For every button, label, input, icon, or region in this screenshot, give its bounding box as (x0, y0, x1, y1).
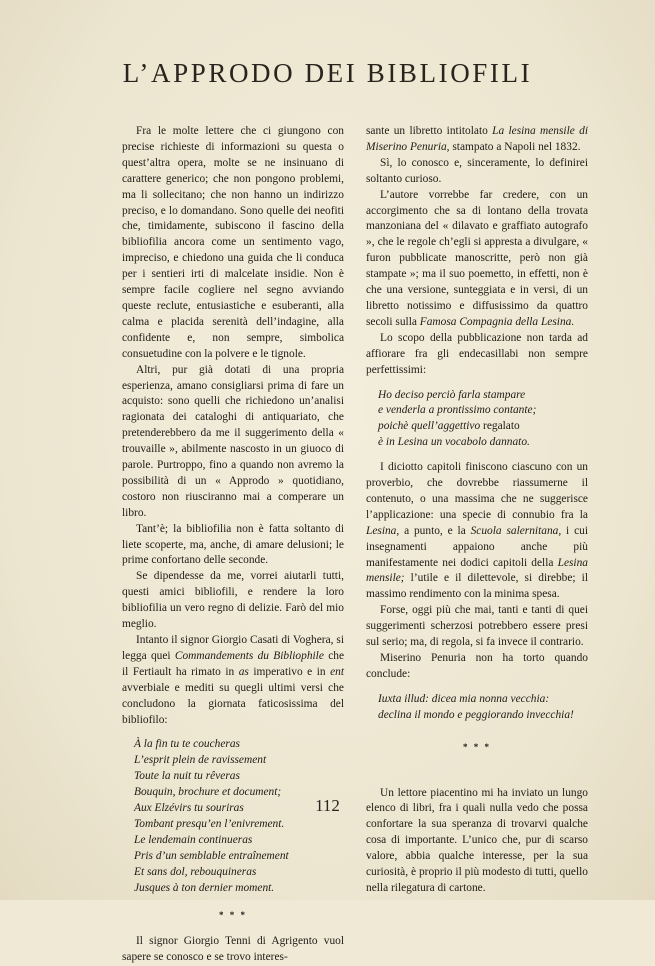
verse-line: declina il mondo e peggiorando invecchia! (378, 708, 574, 721)
verse-line: poichè quell’aggettivo regalato (378, 420, 520, 433)
paragraph: Fra le molte lettere che ci giungono con precise richieste di informazioni su questa o quest’altra opera, molte se ne insinuano di carattere generico; che non pongono problemi, ma li sollecitano; che non hanno un indirizzo preciso, e lo domandano. Sono quelle dei neofiti che, timidamente, subiscono il fascino della bibliofilia ancora come un sentimento vago, impreciso, e chiedono una guida che li conduca per i sentieri irti di malcelate insidie. Non è sempre facile cogliere nel segno avviando queste reclute, entusiastiche e esuberanti, alla calma e placida serenità dell’indagine, alla confidente e, non sempre, simbolica consuetudine con la polvere e le tignole. (122, 125, 344, 360)
paragraph: Intanto il signor Giorgio Casati di Voghera, si legga quei Commandements du Bibliophile che il Fertiault ha rimato in as imperativo e in ent avverbiale e mediti su quegli ultimi versi che concludono la giornata faticosissima del bibliofilo: (122, 634, 344, 726)
running-head: L’APPRODO DEI BIBLIOFILI (122, 58, 533, 88)
verse-block (366, 388, 588, 452)
section-separator: * * * (219, 909, 247, 920)
verse-line: Jusques à ton dernier moment. (134, 881, 275, 894)
verse-line: Bouquin, brochure et document; (134, 786, 282, 799)
verse-line: L’esprit plein de ravissement (134, 754, 267, 767)
page-number: 112 (315, 796, 340, 815)
verse-line: Le lendemain continueras (134, 833, 253, 846)
paragraph: I diciotto capitoli finiscono ciascuno con un proverbio, che dovrebbe riassumerne il contenuto, o una massima che ne suggerisce l’applicazione: una specie di connubio fra la Lesina, a punto, e la Scuola salernitana, i cui insegnamenti appaiono anche più manifestamente nei dodici capitoli della Lesina mensile; l’utile e il dilettevole, si direbbe; il massimo rendimento con la minima spesa. (366, 461, 588, 601)
verse-line: e venderla a prontissimo contante; (378, 404, 537, 417)
verse-block (122, 737, 344, 896)
verse-line: Tombant presqu’en l’enivrement. (134, 817, 285, 830)
verse-line: Iuxta illud: dicea mia nonna vecchia: (378, 692, 550, 705)
paragraph: Altri, pur già dotati di una propria esperienza, amano consigliarsi prima di fare un acquisto: sono quelli che richiedono un’analisi ragionata dei cataloghi di antiquariato, che pretenderebbero da me il suggerimento della « trouvaille », abilmente nascosto in un giuoco di parole. Purtroppo, fino a quando non avremo la possibilità di un « Approdo » quotidiano, costoro non riusciranno mai a comperare un libro. (122, 363, 344, 519)
verse-line: À la fin tu te coucheras (134, 738, 240, 751)
paragraph: Se dipendesse da me, vorrei aiutarli tutti, questi amici bibliofili, e rendere la loro bibliofilia un vero regno di delizie. Farò del mio meglio. (122, 570, 344, 631)
verse-line: Et sans dol, rebouquineras (134, 865, 257, 878)
paragraph: Sì, lo conosco e, sinceramente, lo definirei soltanto curioso. (366, 156, 588, 185)
verse-line: Pris d’un semblable entraînement (134, 849, 289, 862)
paragraph: Lo scopo della pubblicazione non tarda ad affiorare fra gli endecasillabi non sempre perfettissimi: (366, 331, 588, 376)
paragraph: Il signor Giorgio Tenni di Agrigento vuol sapere se conosco e se trovo interes- (122, 935, 344, 964)
paragraph: L’autore vorrebbe far credere, con un accorgimento che sa di lontano della trovata manzoniana del « dilavato e graffiato autografo », che le regole ch’egli si appresta a divulgare, « furon pubblicate manoscritte, però non già stampate »; ma il suo poemetto, in effetti, non è che una versione, sunteggiata e in versi, di un libretto notissimo e diffusissimo da quattro secoli sulla Famosa Compagnia della Lesina. (366, 188, 588, 328)
section-separator: * * * (463, 741, 491, 752)
left-column (122, 124, 344, 966)
verse-line: è in Lesina un vocabolo dannato. (378, 436, 530, 449)
verse-line: Aux Elzévirs tu souriras (134, 802, 244, 815)
verse-block (366, 692, 588, 724)
verse-line: Ho deciso perciò farla stampare (378, 388, 526, 401)
right-column (366, 124, 588, 897)
paragraph: Un lettore piacentino mi ha inviato un lungo elenco di libri, fra i quali nulla vedo che possa confortare la sua speranza di trovarvi qualche cosa di importante. L’unico che, pur di scarso valore, abbia qualche interesse, per la sua curiosità, è proprio il più modesto di tutti, quello nella rilegatura di cartone. (366, 786, 588, 894)
paragraph: Miserino Penuria non ha torto quando conclude: (366, 652, 588, 680)
verse-line: Toute la nuit tu rêveras (134, 770, 240, 783)
paragraph: sante un libretto intitolato La lesina mensile di Miserino Penuria, stampato a Napoli nel 1832. (366, 125, 588, 153)
paragraph: Tant’è; la bibliofilia non è fatta soltanto di liete scoperte, ma, anche, di amare delusioni; le prime confortano delle seconde. (122, 522, 344, 567)
paragraph: Forse, oggi più che mai, tanti e tanti di quei suggerimenti scherzosi potrebbero essere presi sul serio; ma, di regola, si fa invece il contrario. (366, 604, 588, 649)
